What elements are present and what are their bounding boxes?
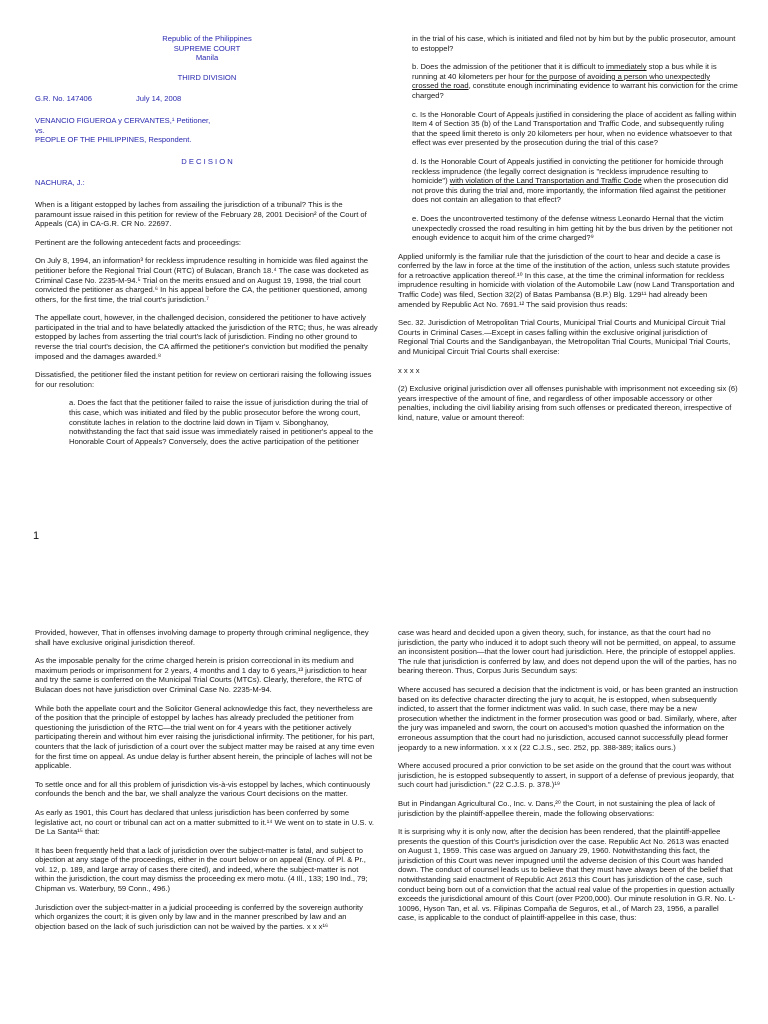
issue-a-continued: in the trial of his case, which is initiated and filed not by him but by the public prosecutor, amount to estoppel? (412, 34, 736, 53)
page-number: 1 (33, 530, 40, 542)
issue-a: a. Does the fact that the petitioner failed to raise the issue of jurisdiction during the trial of this case, which was initiated and filed by the public prosecutor before the wrong court, constitute laches in relation to the doctrine laid down in Tijam v. Sibonghanoy, notwithstanding the fact that said issue was immediately raised in petitioner's appeal to the Honorable Court of Appeals? Conversely, does the active participation of the petitioner (69, 398, 374, 446)
paragraph: The appellate court, however, in the challenged decision, considered the petitioner to have actively participated in the trial and to have belatedly attacked the jurisdiction of the RTC; thus, he was already estopped by laches from asserting the trial court's lack of jurisdiction. Finding no other ground to reverse the trial court's decision, the CA affirmed the petitioner's conviction but modified the penalty imposed and the damages awarded.⁸ (35, 313, 378, 361)
issue-c: c. Is the Honorable Court of Appeals justified in considering the place of accident as falling within Item 4 of Section 35 (b) of the Land Transportation and Traffic Code, and subsequently ruling that the speed limit thereto is only 20 kilometers per hour, when no evidence whatsoever to that effect was ever presented by the prosecution during the trial of this case? (412, 109, 737, 148)
issue-d-underlined: with violation of the Land Transportation and Traffic Code (449, 176, 642, 186)
parties (35, 116, 379, 145)
paragraph: To settle once and for all this problem of jurisdiction vis-à-vis estoppel by laches, which continuously confounds the bench and the bar, we shall analyze the various Court decisions on the matter. (35, 779, 371, 799)
court-header-line: Republic of the Philippines (162, 34, 252, 43)
issue-b-text: stop a bus while it is running at 40 kilometers per hour (412, 62, 717, 81)
decision-date: July 14, 2008 (136, 94, 182, 104)
issue-b-underlined: for the purpose of avoiding a person who unexpectedly crossed the road (412, 71, 711, 91)
ellipsis: x x x x (398, 365, 420, 375)
decision-heading: D E C I S I O N (181, 156, 233, 166)
document-page-2 (0, 594, 768, 1024)
division-heading: THIRD DIVISION (177, 72, 237, 82)
issue-b (398, 62, 738, 100)
paragraph: When is a litigant estopped by laches from assailing the jurisdiction of a tribunal? This is the paramount issue raised in this petition for review of the February 28, 2001 Decision² of the Court of Appeals (CA) in CA-G.R. CR No. 22697. (35, 199, 367, 229)
ponente: NACHURA, J.: (35, 178, 85, 188)
issue-b-underlined: immediately (606, 62, 647, 72)
paragraph: On July 8, 1994, an information³ for reckless imprudence resulting in homicide was filed against the petitioner before the Regional Trial Court (RTC) of Bulacan, Branch 18.⁴ The case was docketed as Criminal Case No. 2235-M-94.⁵ Trial on the merits ensued and on August 19, 1998, the trial court convicted the petitioner as charged.⁶ In his appeal before the CA, the petitioner questioned, among others, for the first time, the trial court's jurisdiction.⁷ (35, 256, 369, 304)
court-header-line: Manila (195, 53, 219, 63)
court-header-line: SUPREME COURT (173, 43, 241, 53)
issue-e: e. Does the uncontroverted testimony of the defense witness Leonardo Hernal that the victim unexpectedly crossed the road resulting in him getting hit by the bus driven by the petitioner not enough evidence to acquit him of the crime charged?⁹ (412, 213, 733, 243)
page2-right-column (398, 628, 738, 1024)
paragraph: case was heard and decided upon a given theory, such, for instance, as that the court had no jurisdiction, the party who induced it to adopt such theory will not be permitted, on appeal, to assume an inconsistent position—that the lower court had jurisdiction. Here, the principle of estoppel applies. The rule that jurisdiction is conferred by law, and does not depend upon the will of the parties, has no bearing thereon. Thus, Corpus Juris Secundum says: (398, 628, 737, 676)
page1-right-column (398, 34, 738, 534)
quoted-paragraph: It is surprising why it is only now, after the decision has been rendered, that the plaintiff-appellee presents the question of this Court's jurisdiction over the case. Republic Act No. 2613 was enacted on August 1, 1959. This case was argued on January 29, 1960. Notwithstanding this fact, the jurisdiction of this Court was never impugned until the adverse decision of this Court was handed down. The conduct of counsel leads us to believe that they must have always been of the belief that notwithstanding said enactment of Republic Act 2613 this Court has jurisdiction of the case, such conduct being born out of a conviction that the actual real value of the properties in question actually exceeds the jurisdictional amount of this Court (over P200,000). Our minute resolution in G.R. No. L-10096, Hyson Tan, et al. vs. Filipinas Compaña de Seguros, et al., of March 23, 1956, a parallel case, is applicable to the conduct of plaintiff-appellee in this case, thus: (398, 827, 736, 923)
paragraph: While both the appellate court and the Solicitor General acknowledge this fact, they nevertheless are of the position that the principle of estoppel by laches has already precluded the petitioner from questioning the jurisdiction of the RTC—the trial went on for 4 years with the petitioner actively participating therein and without him ever raising the jurisdictional infirmity. The petitioner, for his part, counters that the lack of jurisdiction of a court over the subject matter may be raised at any time even for the first time on appeal. As undue delay is further absent herein, the principle of laches will not be applicable. (35, 703, 375, 771)
issue-d (398, 157, 738, 205)
quoted-paragraph: It has been frequently held that a lack of jurisdiction over the subject-matter is fatal, and subject to objection at any stage of the proceedings, either in the court below or on appeal (Ency. of Pl. & Pr., vol. 12, p. 189, and large array of cases there cited), and indeed, where the subject-matter is not within the jurisdiction, the court may dismiss the proceeding ex mero motu. (4 Ill., 133; 190 Ind., 79; Chipman vs. Waterbury, 59 Conn., 496.) (35, 845, 368, 894)
court-header (35, 34, 379, 63)
paragraph: Applied uniformly is the familiar rule that the jurisdiction of the court to hear and decide a case is conferred by the law in force at the time of the institution of the action, unless such statute provides for a retroactive application thereof.¹⁰ In this case, at the time the criminal information for reckless imprudence resulting in homicide with violation of the Automobile Law (now Land Transportation and Traffic Code) was filed, Section 32(2) of Batas Pambansa (B.P.) Blg. 129¹¹ had already been amended by Republic Act No. 7691.¹² The said provision thus reads: (398, 251, 735, 309)
paragraph: Dissatisfied, the petitioner filed the instant petition for review on certiorari raising the following issues for our resolution: (35, 370, 372, 389)
quoted-paragraph: Where accused procured a prior conviction to be set aside on the ground that the court was without jurisdiction, he is estopped subsequently to assert, in support of a defense of previous jeopardy, that such court had jurisdiction." (22 C.J.S. p. 378.)¹⁹ (398, 761, 734, 790)
gr-number: G.R. No. 147406 (35, 94, 92, 104)
issue-d-text: d. Is the Honorable Court of Appeals justified in convicting the petitioner for homicide through reckless imprudence (the legally correct designation is "reckless imprudence resulting to homicide") (412, 156, 724, 186)
issue-d-text: when the prosecution did not prove this during the trial and, more importantly, the information filed against the petitioner does not contain an allegation to that effect? (412, 176, 729, 205)
paragraph: As early as 1901, this Court has declared that unless jurisdiction has been conferred by some legislative act, no court or tribunal can act on a matter submitted to it.¹⁴ We went on to state in U.S. v. De La Santa¹⁵ that: (35, 807, 374, 837)
issue-b-text: , constitute enough incriminating evidence to warrant his conviction for the crime charged? (412, 81, 738, 100)
paragraph: But in Pindangan Agricultural Co., Inc. v. Dans,²⁰ the Court, in not sustaining the plea of lack of jurisdiction by the plaintiff-appellee therein, made the following observations: (398, 798, 715, 818)
respondent: PEOPLE OF THE PHILIPPINES, Respondent. (35, 135, 192, 145)
versus: vs. (35, 125, 45, 135)
case-number-row (35, 94, 379, 104)
issue-b-text: b. Does the admission of the petitioner that it is difficult to (412, 62, 607, 72)
paragraph: Provided, however, That in offenses involving damage to property through criminal negligence, they shall have exclusive original jurisdiction thereof. (35, 628, 369, 647)
quoted-paragraph: Where accused has secured a decision that the indictment is void, or has been granted an instruction based on its defective character directing the jury to acquit, he is estopped, when subsequently indicted, to assert that the former indictment was valid. In such case, there may be a new prosecution whether the indictment in the former prosecution was good or bad. Similarly, where, after the jury was impaneled and sworn, the court on accused's motion quashed the information on the erroneous assumption that the court had no jurisdiction, accused cannot successfully plead former jeopardy to a new information. x x x (22 C.J.S., sec. 252, pp. 388-389; italics ours.) (398, 684, 738, 752)
page2-left-column (35, 628, 379, 1024)
quoted-paragraph: Jurisdiction over the subject-matter in a judicial proceeding is conferred by the sovereign authority which organizes the court; it is given only by law and in the manner prescribed by law and an objection based on the lack of such jurisdiction can not be waived by the parties. x x x¹⁶ (35, 902, 363, 931)
statute-quote: (2) Exclusive original jurisdiction over all offenses punishable with imprisonment not exceeding six (6) years irrespective of the amount of fine, and regardless of other imposable accessory or other penalties, including the civil liability arising from such offenses or predicated thereon, irrespective of kind, nature, value or amount thereof: (398, 384, 738, 422)
paragraph: Pertinent are the following antecedent facts and proceedings: (35, 237, 242, 247)
paragraph: As the imposable penalty for the crime charged herein is prision correccional in its medium and maximum periods or imprisonment for 2 years, 4 months and 1 day to 6 years,¹³ jurisdiction to hear and try the same is conferred on the Municipal Trial Courts (MTCs). Clearly, therefore, the RTC of Bulacan does not have jurisdiction over Criminal Case No. 2235-M-94. (35, 656, 367, 694)
statute-quote: Sec. 32. Jurisdiction of Metropolitan Trial Courts, Municipal Trial Courts and Municipal Circuit Trial Courts in Criminal Cases.—Except in cases falling within the exclusive original jurisdiction of Regional Trial Courts and the Sandiganbayan, the Metropolitan Trial Courts, Municipal Trial Courts, and Municipal Circuit Trial Courts shall exercise: (398, 318, 731, 357)
page1-left-column (35, 34, 379, 534)
petitioner: VENANCIO FIGUEROA y CERVANTES,¹ Petitioner, (35, 115, 211, 125)
